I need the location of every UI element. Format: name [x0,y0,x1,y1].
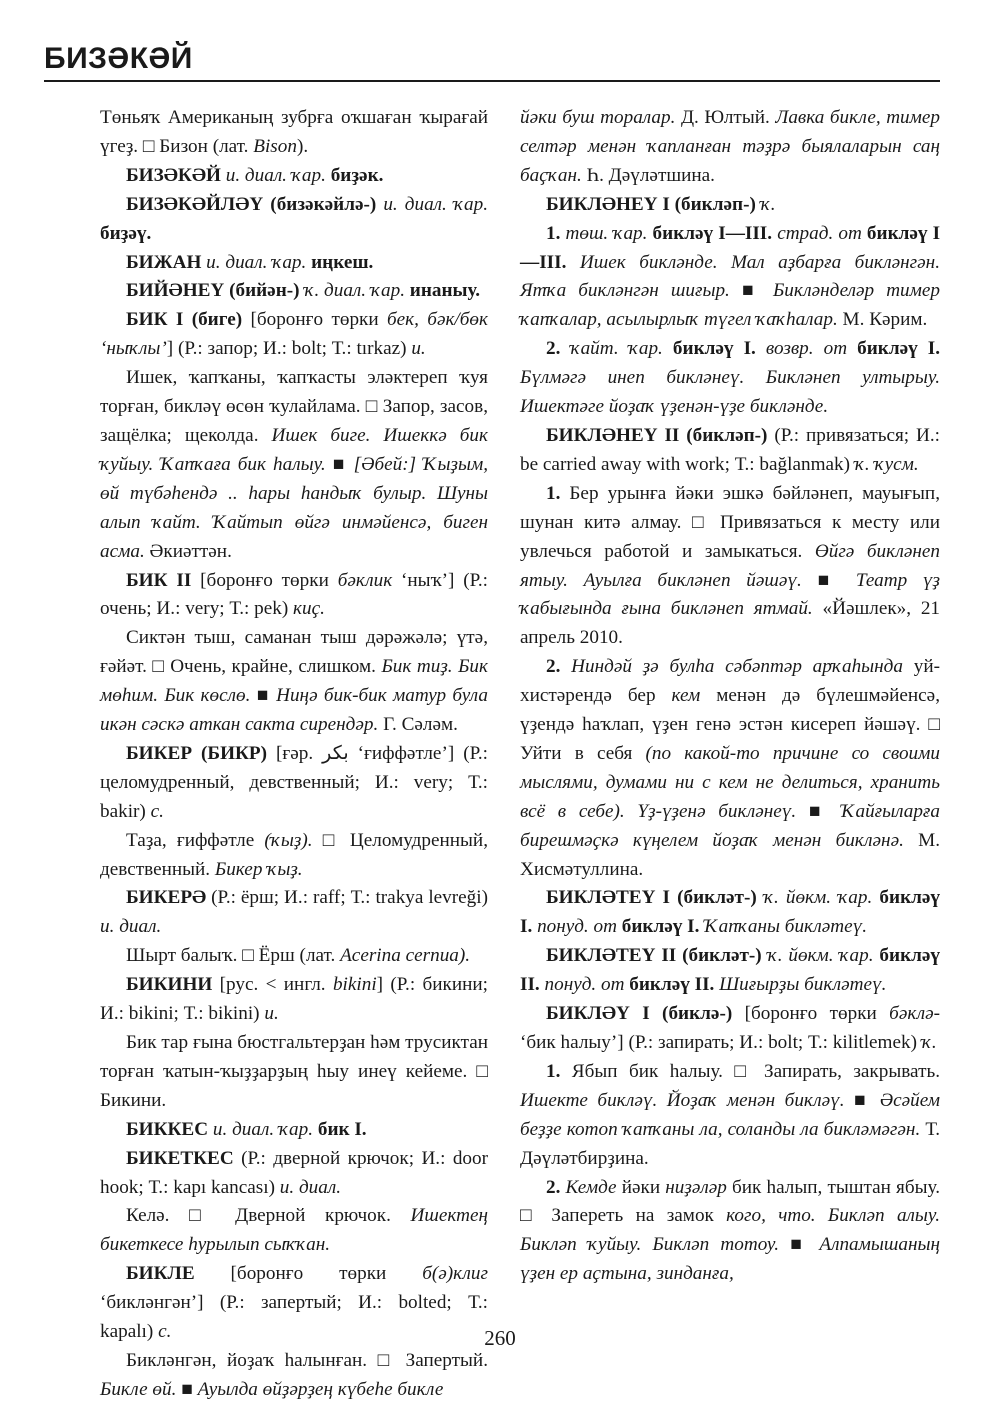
dictionary-paragraph: БИЙӘНЕҮ (бийән-) ҡ. диал. ҡар. инаныу. [126,280,481,302]
dictionary-paragraph: БИКИНИ [рус. < ингл. bikini] (Р.: бикини; И.: bikini; Т.: bikini) и. [100,974,489,1025]
dictionary-paragraph: 2. Кемде йәки ниҙәләр бик һалып, тыштан ябыу. □ Запереть на замок кого, что. Бикләп алыу. Бикләп ҡуйыу. Бикләп тотоу. ■ Алпамышаның үҙен ер аҫтына, зинданға, [520,1176,941,1285]
dictionary-paragraph: Ишек, ҡапҡаны, ҡапҡасты эләктереп ҡуя торған, бикләү өсөн ҡулайлама. □ Запор, засов, защёлка; щеколда. Ишек биге. Ишеккә бик ҡуйыу. Ҡапҡаға бик һалыу. ■ [Әбей:] Ҡыҙым, өй түбәһендә .. һары һандыҡ булыр. Шуны алып ҡайт. Ҡайтып өйгә инмәйенсә, биген асма. Әкиәттән. [100,367,488,562]
dictionary-paragraph: БИКЛӘНЕҮ II (бикләп-) (Р.: привязаться; И.: be carried away with work; Т.: bağlanmak) ҡ. ҡусм. [520,424,940,475]
dictionary-paragraph: Төньяҡ Американың зубрға оҡшаған ҡырағай үгеҙ. □ Бизон (лат. Bison). [100,107,488,157]
dictionary-paragraph: БИККЕС и. диал. ҡар. бик I. [126,1118,367,1140]
dictionary-paragraph: БИК I (биге) [боронғо төрки бек, бәк/бөк ‘ныҡлы’] (Р.: запор; И.: bolt; Т.: tırkaz) и. [100,309,488,360]
dictionary-paragraph: БИКЛӘНЕҮ I (бикләп-) ҡ. [546,193,776,215]
dictionary-paragraph: йәки буш торалар. Д. Юлтый. Лавка бикле, тимер селтәр менән ҡапланған тәҙрә быялаларын саң баҫҡан. Һ. Дәүләтшина. [520,107,940,186]
dictionary-paragraph: БИК II [боронғо төрки бәклик ‘ныҡ’] (Р.: очень; И.: very; Т.: pek) киҫ. [100,569,488,620]
dictionary-paragraph: 1. Ябып бик һалыу. □ Запирать, закрывать. Ишекте бикләү. Йоҙаҡ менән бикләү. ■ Әсәйем беҙҙе котоп ҡапҡаны ла, соланды ла бикләмәгән. Т. Дәүләтбирҙина. [520,1060,940,1169]
dictionary-paragraph: БИКЛЕ [боронғо төрки б(ә)клиг ‘бикләнгән’] (Р.: запертый; И.: bolted; Т.: kapalı) с. [100,1263,488,1343]
page-number: 260 [484,1326,516,1350]
left-column [100,104,488,1405]
dictionary-paragraph: БИКЕРӘ (Р.: ёрш; И.: raff; Т.: trakya levreği) и. диал. [100,887,488,938]
dictionary-paragraph: БИКЕР (БИКР) [ғәр. بكر ‘ғиффәтле’] (Р.: целомудренный, девственный; И.: very; Т.: bakir) с. [100,742,488,822]
dictionary-paragraph: БИКЛӘТЕҮ II (бикләт-) ҡ. йөкм. ҡар. бикләү II. понуд. от бикләү II. Шиғырҙы бикләтеү. [520,945,941,996]
dictionary-paragraph: Бикләнгән, йоҙаҡ һалынған. □ Запертый. Бикле өй. ■ Ауылда өйҙәрҙең күбеһе бикле [100,1349,488,1400]
dictionary-paragraph: Бик тар ғына бюстгальтерҙан һәм трусиктан торған ҡатын-ҡыҙҙарҙың һыу инеү кейеме. □ Бикини. [100,1032,488,1111]
running-head: БИЗӘКӘЙ [44,42,193,75]
dictionary-paragraph: Сиктән тыш, саманан тыш дәрәжәлә; үтә, ғәйәт. □ Очень, крайне, слишком. Бик тиҙ. Бик мөһим. Бик көслө. ■ Ниңә бик-бик матур була икән сәскә аткан сакта сирендәр. Г. Сәләм. [100,627,488,736]
dictionary-paragraph: Келә. □ Дверной крючок. Ишектең бикеткесе һурылып сыҡҡан. [100,1205,488,1256]
right-column [520,104,940,1289]
dictionary-paragraph: БИКЛӘТЕҮ I (бикләт-) ҡ. йөкм. ҡар. бикләү I. понуд. от бикләү I. Ҡапҡаны бикләтеү. [520,887,941,938]
dictionary-paragraph: 1. Бер урынға йәки эшкә бәйләнеп, мауығып, шунан китә алмау. □ Привязаться к месту или увлечься работой и замыкаться. Өйгә бикләнеп ятыу. Ауылға бикләнеп йәшәү. ■ Театр үҙ ҡабығында ғына бикләнеп ятмай. «Йәшлек», 21 апрель 2010. [520,482,941,649]
dictionary-paragraph: БИЖАН и. диал. ҡар. иңкеш. [126,251,374,273]
dictionary-paragraph: Таҙа, ғиффәтле (ҡыҙ). □ Целомудренный, девственный. Бикер ҡыҙ. [100,829,488,880]
dictionary-paragraph: БИКЛӘҮ I (биклә-) [боронғо төрки бәклә- ‘бик һалыу’] (Р.: запирать; И.: bolt; Т.: kilitlemek) ҡ. [520,1003,940,1053]
dictionary-paragraph: БИКЕТКЕС (Р.: дверной крючок; И.: door hook; Т.: kapı kancası) и. диал. [100,1147,488,1198]
dictionary-paragraph: 1. төш. ҡар. бикләү I—III. страд. от бикләү I—III. Ишек бикләнде. Мал аҙбарға бикләнгән. Ятҡа бикләнгән шиғыр. ■ Бикләнделәр тимер ҡапҡалар, асылырлыҡ түгел ҡаҡһалар. М. Кәрим. [520,222,941,331]
header-rule [44,80,940,82]
dictionary-paragraph: 2. Ниндәй ҙә булһа сәбәптәр арҡаһында уй-хистәрендә бер кем менән дә бүлешмәйенсә, үҙендә һаҡлап, үҙен генә эстән кисереп йәшәү. □ Уйти в себя (по какой-то причине со своими мыслями, думами ни с кем не делиться, хранить всё в себе). Үҙ-үҙенә бикләнеү. ■ Ҡайғыларға бирешмәҫкә күңелем йоҙаҡ менән бикләнә. М. Хисмәтуллина. [520,656,941,880]
dictionary-paragraph: БИЗӘКӘЙЛӘҮ (бизәкәйлә-) и. диал. ҡар. биҙәү. [100,193,488,244]
dictionary-paragraph: 2. ҡайт. ҡар. бикләү I. возвр. от бикләү I. Бүлмәгә инеп бикләнеү. Бикләнеп ултырыу. Ишектәге йоҙаҡ үҙенән-үҙе бикләнде. [520,338,941,418]
dictionary-paragraph: Шырт балыҡ. □ Ёрш (лат. Acerina cernua). [126,945,471,967]
dictionary-paragraph: БИЗӘКӘЙ и. диал. ҡар. биҙәк. [126,164,384,186]
